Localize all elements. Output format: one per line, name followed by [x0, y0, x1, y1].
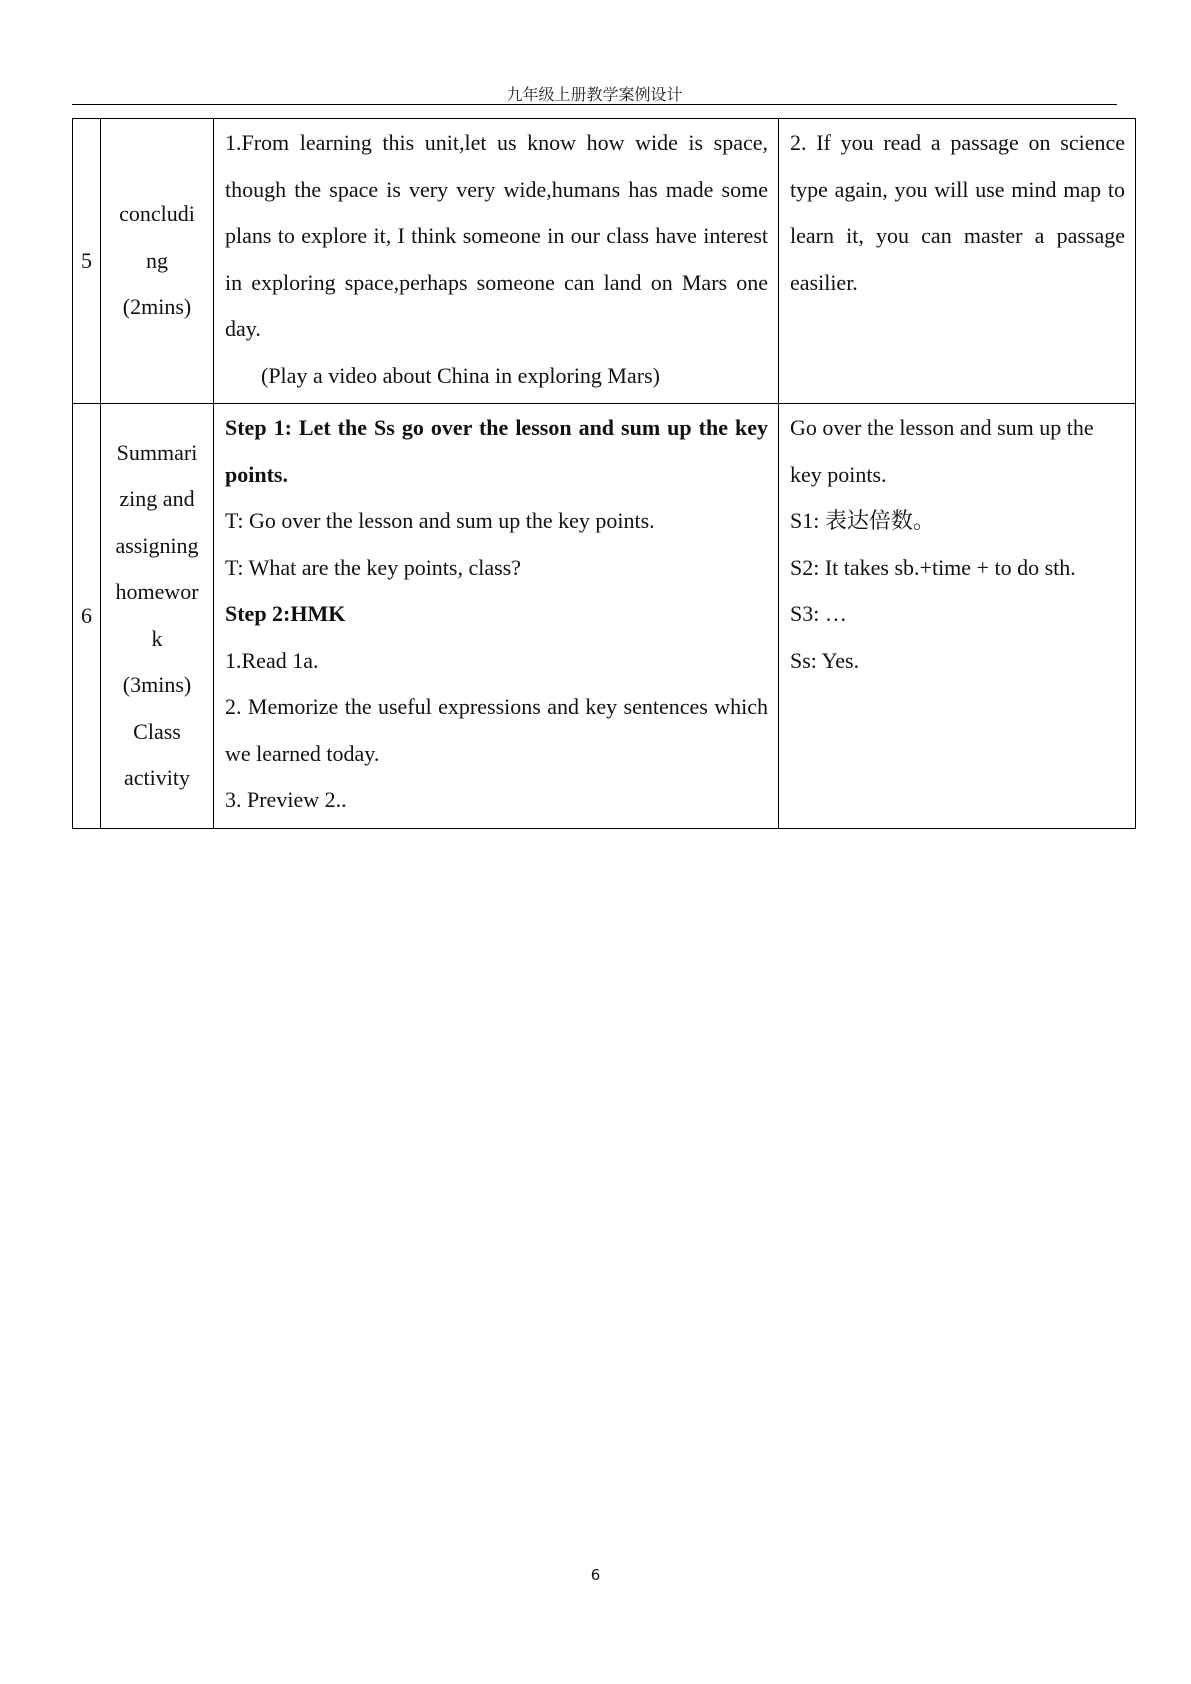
student-line: S1: 表达倍数。	[790, 508, 935, 533]
stage-label-line: ng	[146, 247, 168, 273]
homework-item: 2. Memorize the useful expressions and key sentences which we learned today.	[225, 694, 768, 766]
stage-label-line: Class	[133, 718, 181, 744]
student-activity-cell	[779, 404, 1136, 829]
step-number: 5	[73, 119, 101, 404]
teacher-note: (Play a video about China in exploring Mars)	[261, 362, 660, 388]
stage-label-line: (2mins)	[122, 294, 192, 320]
teacher-activity-cell	[214, 119, 779, 404]
stage-label-line: k	[151, 625, 163, 651]
student-line: Ss: Yes.	[790, 647, 860, 673]
page-header-title: 九年级上册教学案例设计	[506, 85, 683, 104]
page-number: 6	[590, 1566, 601, 1584]
teacher-paragraph: 1.From learning this unit,let us know how wide is space, though the space is very very wide,humans has made some plans to explore it, I think someone in our class have interest in exploring space,perhaps someone can land on Mars one day.	[225, 130, 768, 341]
step-heading: Step 1: Let the Ss go over the lesson and sum up the key points.	[225, 415, 768, 487]
student-paragraph: 2. If you read a passage on science type again, you will use mind map to learn it, you can master a passage easilier.	[790, 130, 1125, 295]
stage-label-line: assigning	[115, 532, 199, 558]
step-heading: Step 2:HMK	[225, 601, 346, 626]
step-number: 6	[73, 404, 101, 829]
stage-label-line: concludi	[119, 201, 195, 227]
table-row	[73, 119, 1136, 404]
student-line: S3: …	[790, 601, 847, 626]
stage-label-line: zing and	[119, 486, 195, 512]
stage-cell	[101, 404, 214, 829]
student-activity-cell	[779, 119, 1136, 404]
lesson-plan-table	[72, 118, 1136, 829]
stage-label-line: activity	[124, 765, 190, 791]
homework-item: 1.Read 1a.	[225, 647, 319, 673]
teacher-activity-cell	[214, 404, 779, 829]
stage-label-line: homewor	[115, 579, 199, 605]
student-paragraph: Go over the lesson and sum up the key points.	[790, 415, 1094, 487]
teacher-line: T: What are the key points, class?	[225, 554, 522, 580]
teacher-line: T: Go over the lesson and sum up the key points.	[225, 508, 655, 533]
homework-item: 3. Preview 2..	[225, 787, 347, 812]
header-divider	[72, 104, 1117, 105]
stage-label-line: (3mins)	[122, 672, 192, 698]
stage-cell	[101, 119, 214, 404]
student-line: S2: It takes sb.+time + to do sth.	[790, 554, 1076, 580]
stage-label-line: Summari	[116, 439, 198, 465]
table-row	[73, 404, 1136, 829]
